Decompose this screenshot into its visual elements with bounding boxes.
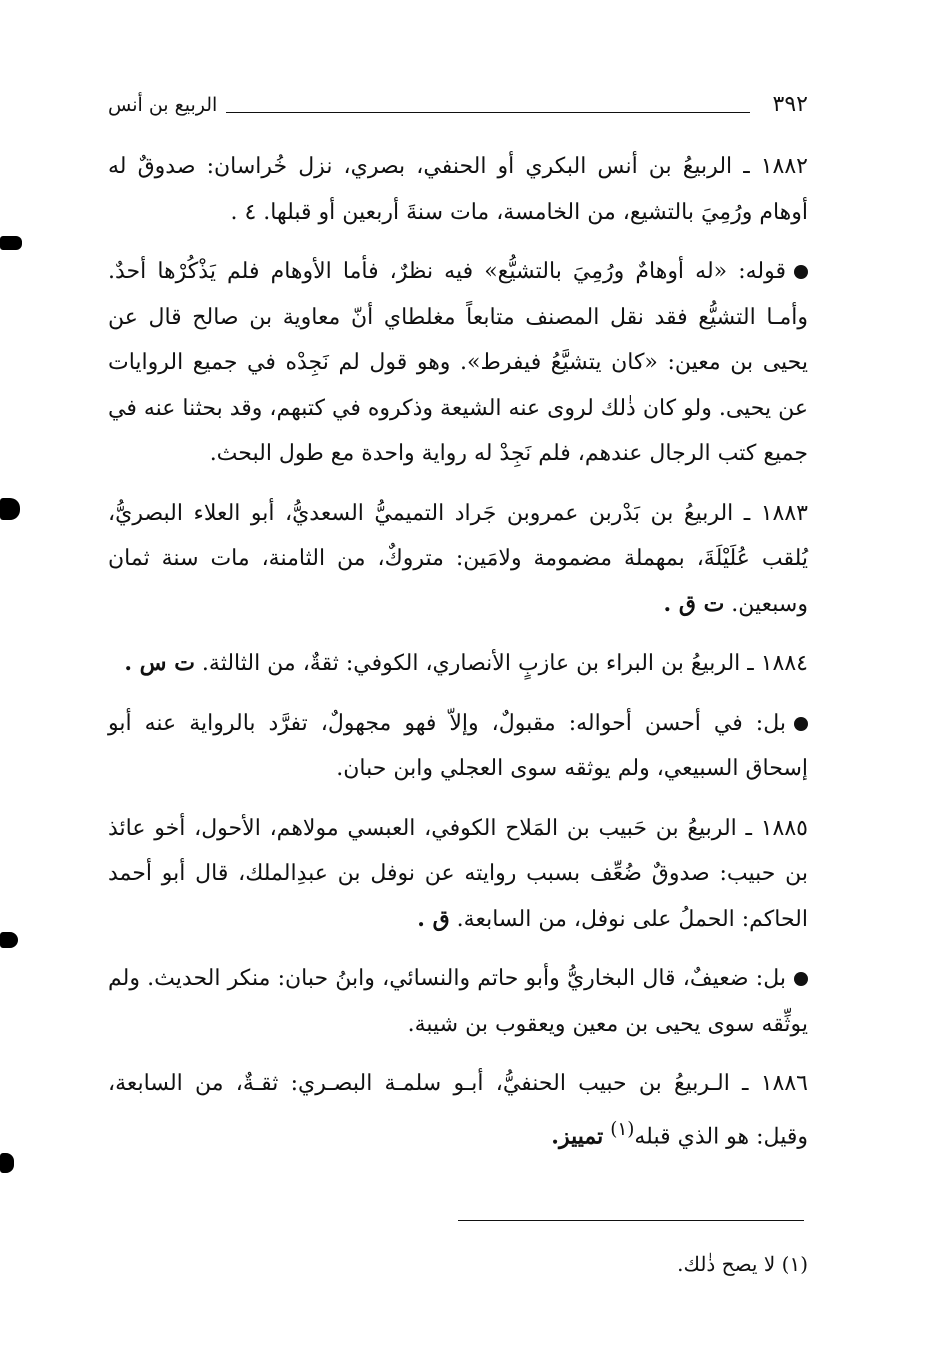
entry-1882 [108, 144, 808, 235]
entry-text: ١٨٨٣ ـ الربيعُ بن بَدْربن عمروبن جَراد التميميُّ السعديُّ، أبو العلاء البصريُّ، يُلقب عُلَيْلَةَ، بمهملة مضمومة ولامَين: متروكٌ، من الثامنة، مات سنة ثمان وسبعين. [108, 500, 808, 617]
footnote-text: (١) لا يصح ذٰلك. [677, 1252, 808, 1276]
entry-symbol: تمييز. [551, 1122, 604, 1149]
note-text: بل: ضعيفٌ، قال البخاريُّ وأبو حاتم والنسائي، وابنُ حبان: منكر الحديث. ولم يوثِّقه سوى يحيى بن معين ويعقوب بن شيبة. [108, 966, 808, 1037]
note-1884 [108, 701, 808, 792]
entry-symbol: ت س . [124, 650, 195, 676]
page-header [108, 92, 808, 122]
entry-symbol: ت ق . [663, 590, 725, 617]
entry-text: ١٨٨٢ ـ الربيعُ بن أنس البكري أو الحنفي، بصري، نزل خُراسان: صدوقٌ له أوهام ورُمِيَ بالتشيع، من الخامسة، مات سنةَ أربعين أو قبلها. ٤ . [108, 154, 808, 225]
entry-symbol: ق . [417, 905, 450, 932]
bullet-icon [794, 717, 808, 731]
entry-text: ١٨٨٥ ـ الربيعُ بن حَبيب بن المَلاح الكوفي، العبسي مولاهم، الأحول، أخو عائذ بن حبيب: صدوقٌ ضُعِّف بسبب روايته عن نوفل بن عبدِالملك، قال أبو أحمد الحاكم: الحملُ على نوفل، من السابعة. [108, 815, 808, 932]
entry-text: ١٨٨٤ ـ الربيعُ بن البراء بن عازبٍ الأنصاري، الكوفي: ثقةٌ، من الثالثة. [201, 651, 808, 676]
note-1882 [108, 249, 808, 477]
entry-1884 [108, 641, 808, 687]
footnote-ref: (١) [610, 1118, 635, 1140]
scan-mark [0, 932, 18, 948]
footnote-rule [458, 1220, 804, 1221]
entry-1885 [108, 806, 808, 943]
note-1885 [108, 956, 808, 1047]
page-body [108, 144, 808, 1173]
entry-text: ١٨٨٦ ـ الـربيعُ بن حبيب الحنفيُّ، أبـو سلمـة البصـري: ثقـةٌ، من السابعة، وقيل: هو الذي قبله [108, 1071, 808, 1149]
running-title: الربيع بن أنس [108, 94, 218, 116]
bullet-icon [794, 972, 808, 986]
entry-1886 [108, 1061, 808, 1159]
scan-mark [0, 236, 22, 250]
header-rule [226, 112, 750, 113]
scan-mark [0, 1153, 14, 1173]
note-text: بل: في أحسن أحواله: مقبولٌ، وإلاّ فهو مجهولٌ، تفرَّد بالرواية عنه أبو إسحاق السبيعي، ولم يوثقه سوى العجلي وابن حبان. [108, 710, 808, 781]
entry-1883 [108, 491, 808, 628]
scan-mark [0, 498, 20, 520]
note-text: قوله: «له أوهامٌ ورُمِيَ بالتشيُّع» فيه نظرٌ، فأما الأوهام فلم يَذْكُرْها أحدٌ. وأمـا التشيُّع فقد نقل المصنف متابعاً مغلطاي أنّ معاوية بن صالح قال عن يحيى بن معين: «كان يتشيَّعُ فيفرط». وهو قول لم نَجِدْه في جميع الروايات عن يحيى. ولو كان ذٰلك لروى عنه الشيعة وذكروه في كتبهم، وقد بحثنا عنه في جميع كتب الرجال عندهم، فلم نَجِدْ له رواية واحدة مع طول البحث. [108, 259, 808, 466]
bullet-icon [794, 265, 808, 279]
footnote [108, 1246, 808, 1282]
page-number: ٣٩٢ [772, 92, 808, 117]
